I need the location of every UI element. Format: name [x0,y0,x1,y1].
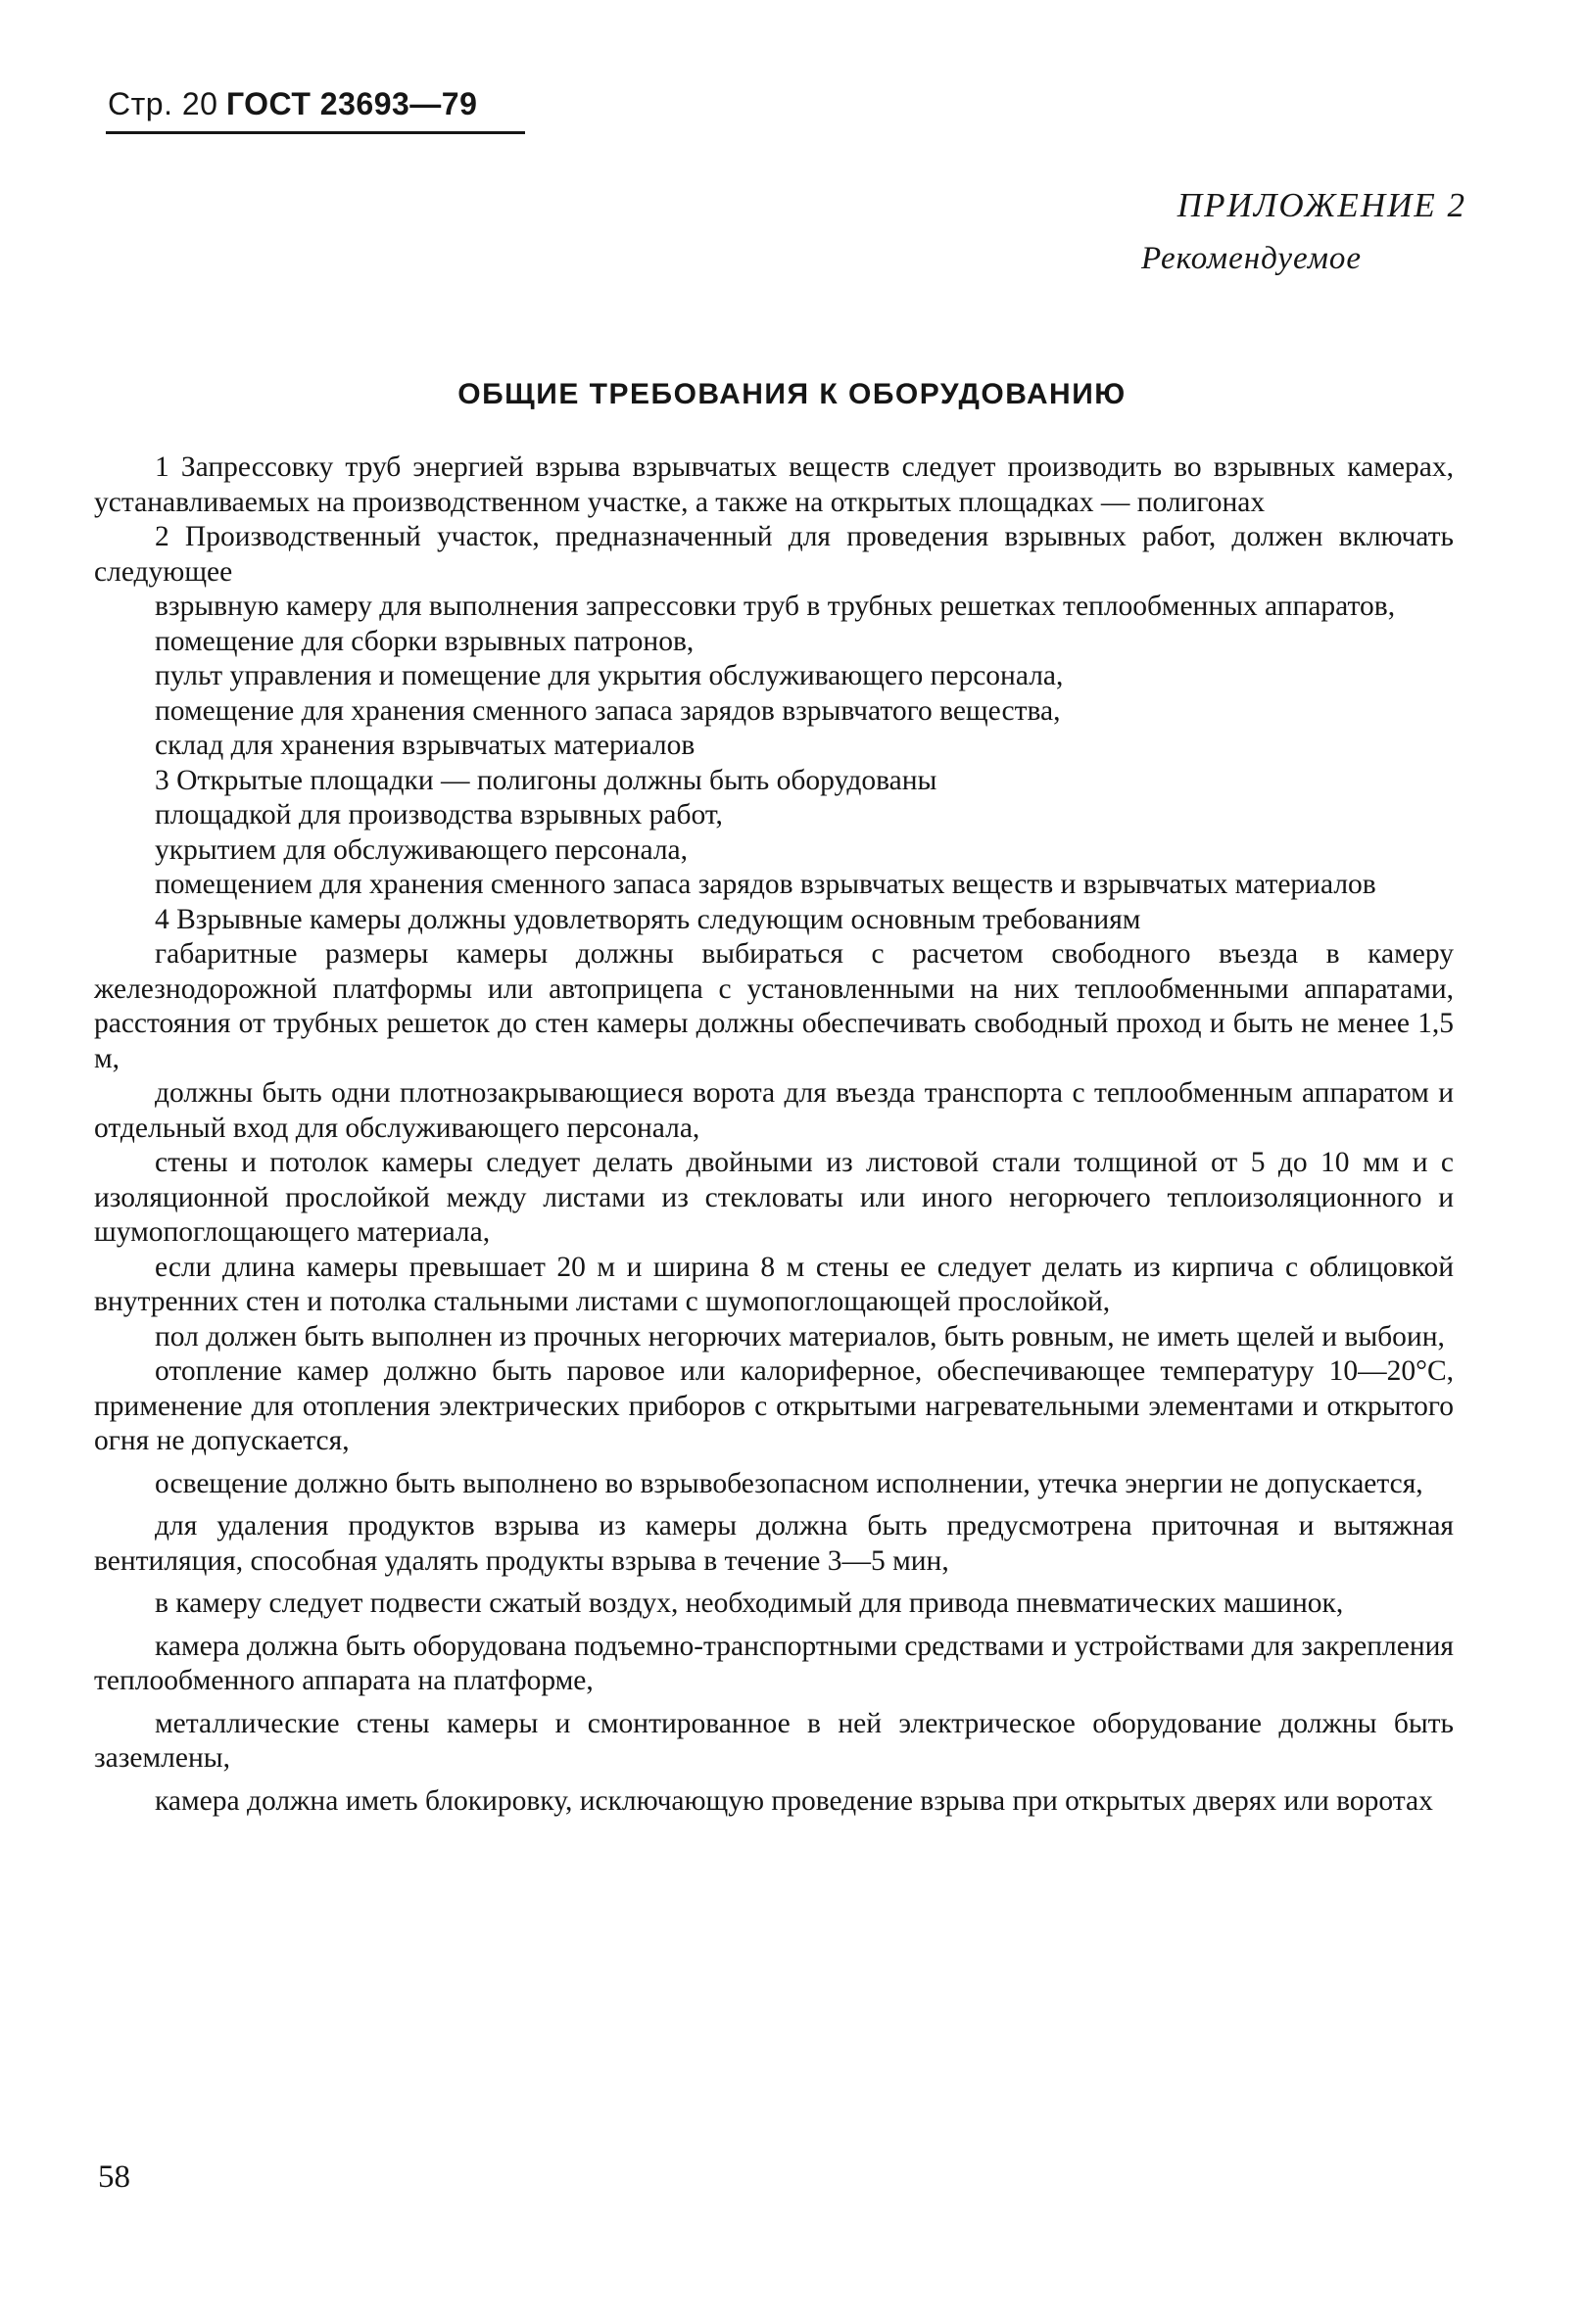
paragraph-19: освещение должно быть выполнено во взрывобезопасном исполнении, утечка энергии не допускается, [155,1467,1423,1499]
header-divider [106,131,525,134]
paragraph-18: отопление камер должно быть паровое или калориферное, обеспечивающее температуру 10—20°С, применение для отопления электрических приборов с открытыми нагревательными элементами и открытого огня не допускается, [94,1355,1454,1456]
paragraph-11: помещением для хранения сменного запаса зарядов взрывчатых веществ и взрывчатых материалов [155,869,1376,900]
paragraph-24: камера должна иметь блокировку, исключающую проведение взрыва при открытых дверях или воротах [155,1784,1433,1817]
paragraph-23: металлические стены камеры и смонтированное в ней электрическое оборудование должны быть заземлены, [94,1707,1454,1774]
paragraph-4: помещение для сборки взрывных патронов, [155,625,695,657]
paragraph-21: в камеру следует подвести сжатый воздух, необходимый для привода пневматических машинок, [155,1588,1344,1619]
paragraph-22: камера должна быть оборудована подъемно-транспортными средствами и устройствами для закрепления теплообменного аппарата на платформе, [94,1630,1454,1696]
page-label: Стр. 20 [108,86,218,121]
paragraph-20: для удаления продуктов взрыва из камеры должна быть предусмотрена приточная и вытяжная вентиляция, способная удалять продукты взрыва в течение 3—5 мин, [94,1510,1454,1577]
section-title: ОБЩИЕ ТРЕБОВАНИЯ К ОБОРУДОВАНИЮ [457,378,1127,410]
paragraph-10: укрытием для обслуживающего персонала, [155,833,689,866]
paragraph-12: 4 Взрывные камеры должны удовлетворять следующим основным требованиям [155,903,1141,935]
paragraph-13: габаритные размеры камеры должны выбираться с расчетом свободного въезда в камеру железнодорожной платформы или автоприцепа с установленными на них теплообменными аппаратами, расстояния от трубных решеток до стен камеры должны обеспечивать свободный проход и быть не менее 1,5 м, [94,938,1454,1074]
paragraph-6: помещение для хранения сменного запаса зарядов взрывчатого вещества, [155,694,1061,727]
appendix-label: ПРИЛОЖЕНИЕ 2 [1176,186,1466,224]
page-header [108,86,477,122]
appendix-status: Рекомендуемое [1141,241,1363,276]
paragraph-15: стены и потолок камеры следует делать двойными из листовой стали толщиной от 5 до 10 мм и с изоляционной прослойкой между листами из стекловаты или иного негорючего теплоизоляционного и шумопоглощающего материала, [94,1147,1454,1248]
paragraph-1: 1 Запрессовку труб энергией взрыва взрывчатых веществ следует производить во взрывных камерах, устанавливаемых на производственном участке, а также на открытых площадках — полигонах [94,451,1454,518]
paragraph-9: площадкой для производства взрывных работ, [155,799,723,830]
page-number: 58 [98,2159,130,2195]
paragraph-5: пульт управления и помещение для укрытия обслуживающего персонала, [155,660,1064,691]
paragraph-17: пол должен быть выполнен из прочных негорючих материалов, быть ровным, не иметь щелей и выбоин, [155,1320,1445,1352]
paragraph-7: склад для хранения взрывчатых материалов [155,730,696,761]
paragraph-14: должны быть одни плотнозакрывающиеся ворота для въезда транспорта с теплообменным аппаратом и отдельный вход для обслуживающего персонала, [94,1077,1454,1144]
paragraph-8: 3 Открытые площадки — полигоны должны быть оборудованы [155,764,937,796]
paragraph-16: если длина камеры превышает 20 м и ширина 8 м стены ее следует делать из кирпича с облицовкой внутренних стен и потолка стальными листами с шумопоглощающей прослойкой, [94,1251,1454,1317]
standard-number: ГОСТ 23693—79 [225,86,478,121]
paragraph-3: взрывную камеру для выполнения запрессовки труб в трубных решетках теплообменных аппаратов, [155,591,1396,622]
paragraph-2: 2 Производственный участок, предназначенный для проведения взрывных работ, должен включать следующее [94,521,1454,588]
document-body [94,451,1454,1819]
